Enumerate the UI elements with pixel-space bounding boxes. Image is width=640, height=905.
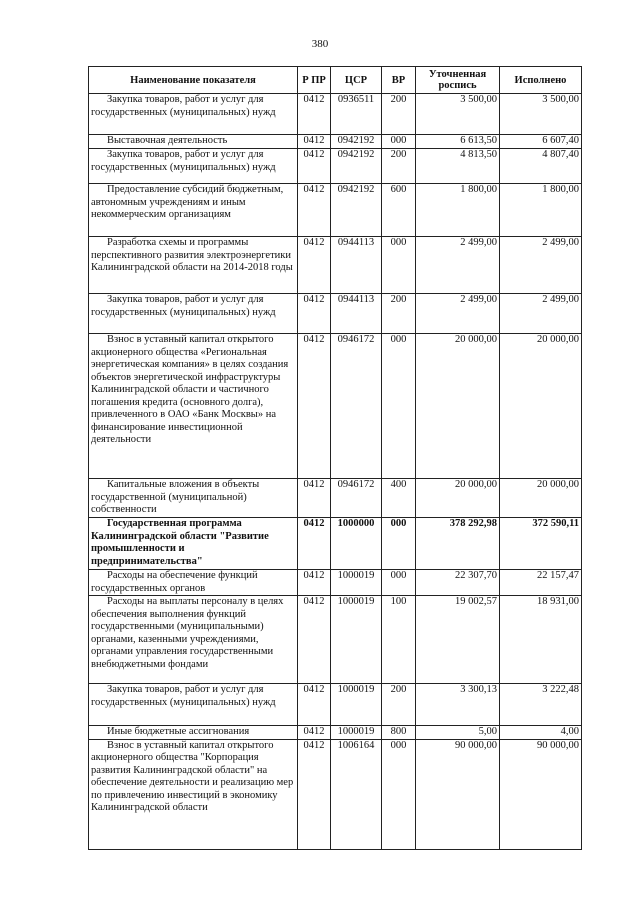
row-vr: 000 <box>382 135 416 149</box>
row-done: 20 000,00 <box>500 334 582 479</box>
table-row <box>89 570 582 596</box>
table-row <box>89 294 582 334</box>
row-plan: 4 813,50 <box>416 149 500 184</box>
row-vr: 200 <box>382 94 416 135</box>
row-name: Выставочная деятельность <box>89 135 298 149</box>
row-plan: 3 500,00 <box>416 94 500 135</box>
row-vr: 100 <box>382 596 416 684</box>
row-csr: 1006164 <box>331 739 382 849</box>
row-plan: 1 800,00 <box>416 184 500 237</box>
table-row <box>89 184 582 237</box>
row-done: 2 499,00 <box>500 294 582 334</box>
row-csr: 1000019 <box>331 570 382 596</box>
row-name: Взнос в уставный капитал открытого акционерного общества «Региональная энергетическая компания» в целях создания объектов энергетической инфраструктуры Калининградской области и частичного погашения кредита (основного долга), привлеченного в ОАО «Банк Москвы» на финансирование инвестиционной деятельности <box>89 334 298 479</box>
row-name: Взнос в уставный капитал открытого акционерного общества "Корпорация развития Калининградской области" на обеспечение деятельности и реализацию мер по привлечению инвестиций в экономику Калининградской области <box>89 739 298 849</box>
header-vr: ВР <box>382 67 416 94</box>
row-rpr: 0412 <box>298 739 331 849</box>
row-rpr: 0412 <box>298 334 331 479</box>
row-plan: 20 000,00 <box>416 479 500 518</box>
table-row <box>89 479 582 518</box>
row-vr: 200 <box>382 149 416 184</box>
row-plan: 3 300,13 <box>416 684 500 726</box>
table-row <box>89 94 582 135</box>
row-done: 1 800,00 <box>500 184 582 237</box>
row-plan: 5,00 <box>416 726 500 740</box>
row-plan: 19 002,57 <box>416 596 500 684</box>
table-row <box>89 237 582 294</box>
row-plan: 378 292,98 <box>416 518 500 570</box>
row-done: 3 500,00 <box>500 94 582 135</box>
row-name: Расходы на обеспечение функций государственных органов <box>89 570 298 596</box>
row-done: 22 157,47 <box>500 570 582 596</box>
row-rpr: 0412 <box>298 726 331 740</box>
row-csr: 0944113 <box>331 237 382 294</box>
row-name: Предоставление субсидий бюджетным, автономным учреждениям и иным некоммерческим организациям <box>89 184 298 237</box>
row-done: 4,00 <box>500 726 582 740</box>
row-vr: 600 <box>382 184 416 237</box>
table-row <box>89 596 582 684</box>
header-plan: Уточненная роспись <box>416 67 500 94</box>
row-name: Иные бюджетные ассигнования <box>89 726 298 740</box>
row-vr: 000 <box>382 237 416 294</box>
row-done: 18 931,00 <box>500 596 582 684</box>
row-done: 4 807,40 <box>500 149 582 184</box>
row-csr: 1000000 <box>331 518 382 570</box>
row-plan: 2 499,00 <box>416 294 500 334</box>
table-row <box>89 149 582 184</box>
row-vr: 200 <box>382 294 416 334</box>
row-rpr: 0412 <box>298 237 331 294</box>
row-vr: 800 <box>382 726 416 740</box>
row-name: Закупка товаров, работ и услуг для государственных (муниципальных) нужд <box>89 294 298 334</box>
row-name: Закупка товаров, работ и услуг для государственных (муниципальных) нужд <box>89 149 298 184</box>
row-vr: 000 <box>382 570 416 596</box>
row-name: Разработка схемы и программы перспективного развития электроэнергетики Калининградской области на 2014-2018 годы <box>89 237 298 294</box>
row-csr: 0946172 <box>331 479 382 518</box>
row-done: 372 590,11 <box>500 518 582 570</box>
row-name: Расходы на выплаты персоналу в целях обеспечения выполнения функций государственными (муниципальными) органами, казенными учреждениями, органами управления государственными внебюджетными фондами <box>89 596 298 684</box>
row-rpr: 0412 <box>298 135 331 149</box>
row-csr: 1000019 <box>331 684 382 726</box>
row-name: Закупка товаров, работ и услуг для государственных (муниципальных) нужд <box>89 684 298 726</box>
row-name: Государственная программа Калининградской области "Развитие промышленности и предпринимательства" <box>89 518 298 570</box>
budget-table <box>88 66 582 850</box>
row-csr: 1000019 <box>331 596 382 684</box>
row-rpr: 0412 <box>298 596 331 684</box>
row-csr: 1000019 <box>331 726 382 740</box>
row-csr: 0936511 <box>331 94 382 135</box>
row-rpr: 0412 <box>298 684 331 726</box>
row-plan: 6 613,50 <box>416 135 500 149</box>
table-row <box>89 334 582 479</box>
header-done: Исполнено <box>500 67 582 94</box>
row-csr: 0942192 <box>331 184 382 237</box>
row-plan: 22 307,70 <box>416 570 500 596</box>
table-row <box>89 726 582 740</box>
table-row <box>89 684 582 726</box>
row-done: 3 222,48 <box>500 684 582 726</box>
row-done: 6 607,40 <box>500 135 582 149</box>
row-vr: 000 <box>382 334 416 479</box>
row-name: Капитальные вложения в объекты государственной (муниципальной) собственности <box>89 479 298 518</box>
header-csr: ЦСР <box>331 67 382 94</box>
row-csr: 0944113 <box>331 294 382 334</box>
row-name: Закупка товаров, работ и услуг для государственных (муниципальных) нужд <box>89 94 298 135</box>
row-plan: 90 000,00 <box>416 739 500 849</box>
row-rpr: 0412 <box>298 294 331 334</box>
row-rpr: 0412 <box>298 479 331 518</box>
row-vr: 200 <box>382 684 416 726</box>
row-vr: 000 <box>382 739 416 849</box>
row-done: 90 000,00 <box>500 739 582 849</box>
row-rpr: 0412 <box>298 94 331 135</box>
row-rpr: 0412 <box>298 149 331 184</box>
row-csr: 0942192 <box>331 149 382 184</box>
row-done: 2 499,00 <box>500 237 582 294</box>
row-rpr: 0412 <box>298 184 331 237</box>
row-plan: 20 000,00 <box>416 334 500 479</box>
row-csr: 0946172 <box>331 334 382 479</box>
row-vr: 400 <box>382 479 416 518</box>
table-header-row <box>89 67 582 94</box>
header-rpr: Р ПР <box>298 67 331 94</box>
table-row <box>89 739 582 849</box>
table-row-program <box>89 518 582 570</box>
row-rpr: 0412 <box>298 570 331 596</box>
page-number: 380 <box>311 38 329 50</box>
row-plan: 2 499,00 <box>416 237 500 294</box>
row-csr: 0942192 <box>331 135 382 149</box>
row-rpr: 0412 <box>298 518 331 570</box>
row-done: 20 000,00 <box>500 479 582 518</box>
row-vr: 000 <box>382 518 416 570</box>
header-name: Наименование показателя <box>89 67 298 94</box>
table-row <box>89 135 582 149</box>
